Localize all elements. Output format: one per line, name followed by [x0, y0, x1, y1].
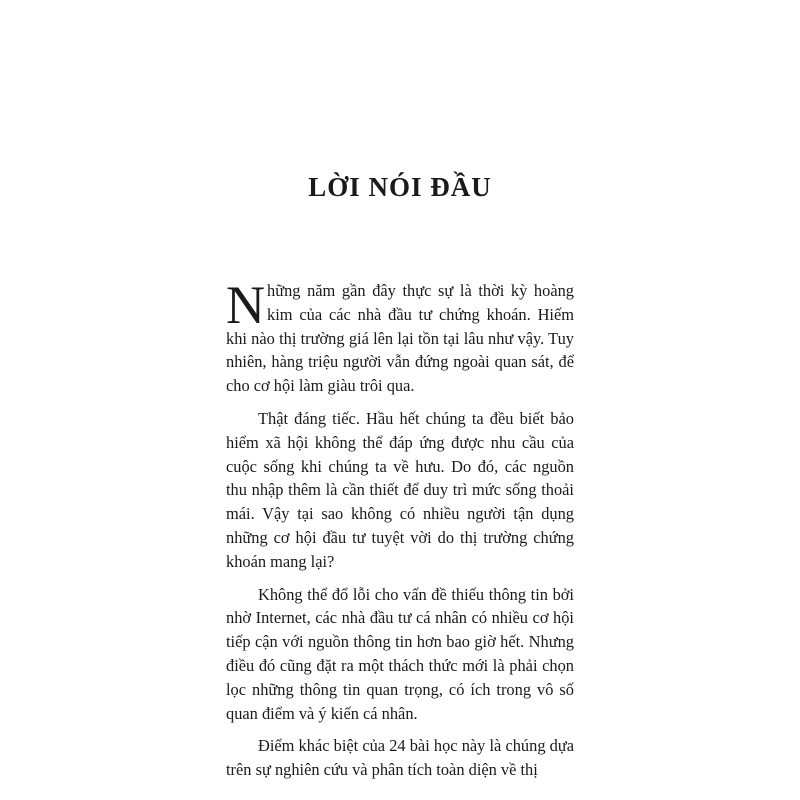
paragraph-2: Thật đáng tiếc. Hầu hết chúng ta đều biết bảo hiểm xã hội không thể đáp ứng được nhu cầu của cuộc sống khi chúng ta về hưu. Do đó, các nguồn thu nhập thêm là cần thiết để duy trì mức sống thoải mái. Vậy tại sao không có nhiều người tận dụng những cơ hội đầu tư tuyệt vời do thị trường chứng khoán mang lại? — [226, 408, 574, 571]
body-text — [226, 275, 574, 791]
paragraph-1-text: hững năm gần đây thực sự là thời kỳ hoàng kim của các nhà đầu tư chứng khoán. Hiếm khi nào thị trường giá lên lại tồn tại lâu như vậy. Tuy nhiên, hàng triệu người vẫn đứng ngoài quan sát, để cho cơ hội làm giàu trôi qua. — [226, 281, 574, 396]
paragraph-1 — [226, 275, 574, 398]
chapter-title: LỜI NÓI ĐẦU — [308, 172, 492, 202]
paragraph-3: Không thể đổ lỗi cho vấn đề thiếu thông tin bởi nhờ Internet, các nhà đầu tư cá nhân có nhiều cơ hội tiếp cận với nguồn thông tin hơn bao giờ hết. Nhưng điều đó cũng đặt ra một thách thức mới là phải chọn lọc những thông tin quan trọng, có ích trong vô số quan điểm và ý kiến cá nhân. — [226, 584, 574, 723]
paragraph-4: Điểm khác biệt của 24 bài học này là chúng dựa trên sự nghiên cứu và phân tích toàn diện về thị — [226, 736, 574, 780]
drop-cap: N — [226, 275, 265, 335]
